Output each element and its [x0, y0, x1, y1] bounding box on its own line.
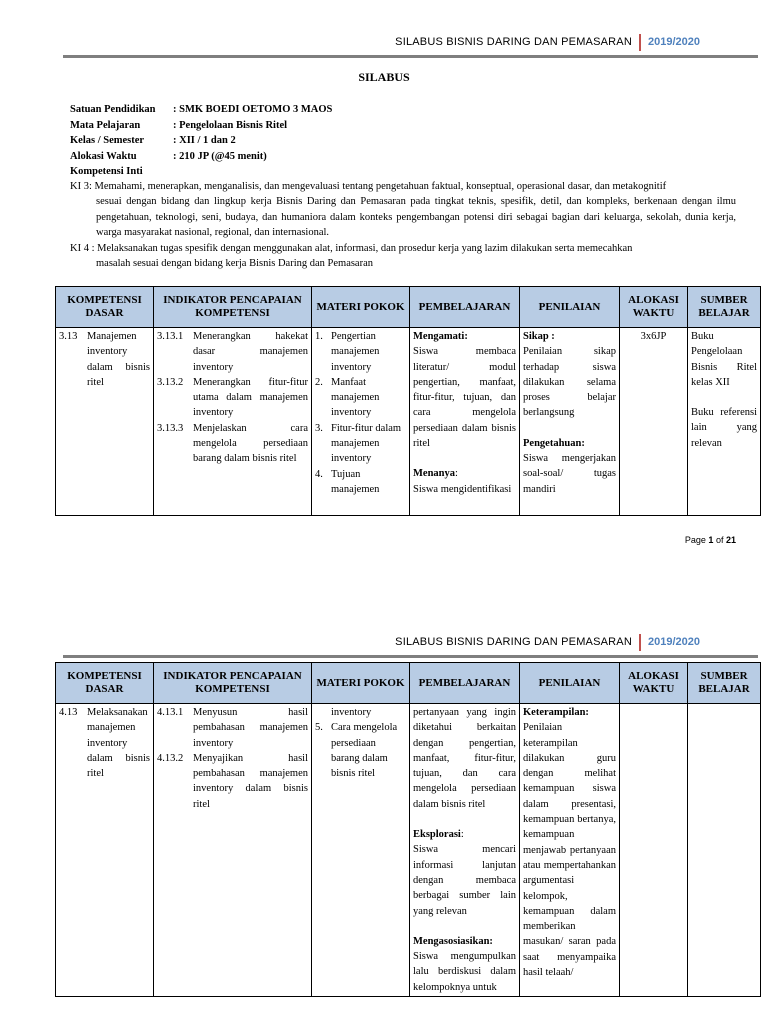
kd-cell: 4.13 Melaksanakan manajemen inventory dalam bisnis ritel: [56, 704, 154, 997]
pembelajaran-cell: Mengamati: Siswa membaca literatur/ modul pengertian, manfaat, fitur-fitur, tujuan, dan cara mengelola persediaan dalam bisnis ritel Menanya: Siswa mengidentifikasi: [410, 328, 520, 516]
page-2: [0, 600, 768, 1024]
materi-cell: inventory 5. Cara mengelola persediaan barang dalam bisnis ritel: [312, 704, 410, 997]
materi-cell: 1. Pengertian manajemen inventory 2. Manfaat manajemen inventory 3. Fitur-fitur dalam manajemen inventory 4. Tujuan manajemen: [312, 328, 410, 516]
table-header-row: [56, 287, 761, 328]
page-number: Page 1 of 21: [684, 535, 736, 545]
info-block: [70, 102, 332, 180]
col-header: MATERI POKOK: [312, 287, 410, 328]
info-row: Mata Pelajaran : Pengelolaan Bisnis Ritel: [70, 119, 288, 131]
ki3-paragraph: [70, 179, 736, 240]
col-header: INDIKATOR PENCAPAIAN KOMPETENSI: [154, 287, 312, 328]
info-row: Kelas / Semester : XII / 1 dan 2: [70, 135, 236, 146]
penilaian-cell: Sikap : Penilaian sikap terhadap siswa dilakukan selama proses belajar berlangsung Pengetahuan: Siswa mengerjakan soal-soal/ tugas mandiri: [520, 328, 620, 516]
indikator-cell: 4.13.1 Menyusun hasil pembahasan manajemen inventory 4.13.2 Menyajikan hasil pembahasan manajemen inventory dalam bisnis ritel: [154, 704, 312, 997]
page-header: [395, 634, 704, 651]
document-title: SILABUS: [358, 70, 410, 84]
col-header: PENILAIAN: [520, 663, 620, 704]
header-title: SILABUS BISNIS DARING DAN PEMASARAN: [395, 36, 632, 48]
table-row: [56, 704, 761, 997]
indikator-cell: 3.13.1 Menerangkan hakekat dasar manajemen inventory 3.13.2 Menerangkan fitur-fitur utama dalam manajemen inventory 3.13.3 Menjelaskan cara mengelola persediaan barang dalam bisnis ritel: [154, 328, 312, 516]
pembelajaran-cell: pertanyaan yang ingin diketahui berkaitan dengan pengertian, manfaat, fitur-fitur, tujuan, dan cara mengelola persediaan dalam bisnis ritel Eksplorasi: Siswa mencari informasi lanjutan dengan membaca berbagai sumber lain yang relevan Mengasosiasikan: Siswa mengumpulkan lalu berdiskusi dalam kelompoknya untuk: [410, 704, 520, 997]
syllabus-table-page-1: [55, 286, 761, 516]
ki3-lead: KI 3: Memahami, menerapkan, menganalisis, dan mengevaluasi tentang pengetahuan faktual, konseptual, operasional dasar, dan metakognitif: [70, 181, 667, 192]
syllabus-table-page-2: [55, 662, 761, 997]
kd-cell: 3.13 Manajemen inventory dalam bisnis ritel: [56, 328, 154, 516]
alokasi-cell: [620, 704, 688, 997]
sumber-cell: Buku Pengelolaan Bisnis Ritel kelas XII Buku referensi lain yang relevan: [688, 328, 761, 516]
penilaian-cell: Keterampilan: Penilaian keterampilan dilakukan guru dengan melihat kemampuan siswa dalam presentasi, kemampuan bertanya, kemampuan menjawab pertanyaan atau mempertahankan argumentasi kelompok, kemampuan dalam memberikan masukan/ saran pada saat menyampaika hasil telaah/: [520, 704, 620, 997]
col-header: KOMPETENSI DASAR: [56, 287, 154, 328]
sumber-cell: [688, 704, 761, 997]
col-header: PEMBELAJARAN: [410, 287, 520, 328]
col-header: INDIKATOR PENCAPAIAN KOMPETENSI: [154, 663, 312, 704]
header-title: SILABUS BISNIS DARING DAN PEMASARAN: [395, 636, 632, 648]
info-row: Satuan Pendidikan : SMK BOEDI OETOMO 3 MAOS: [70, 104, 333, 115]
page-header: [395, 34, 704, 51]
header-rule: [63, 655, 758, 658]
ki4-body: masalah sesuai dengan bidang kerja Bisnis Daring dan Pemasaran: [96, 258, 374, 270]
col-header: SUMBER BELAJAR: [688, 663, 761, 704]
col-header: ALOKASI WAKTU: [620, 287, 688, 328]
col-header: ALOKASI WAKTU: [620, 663, 688, 704]
ki4-paragraph: [70, 241, 736, 272]
ki4-lead: KI 4 : Melaksanakan tugas spesifik dengan menggunakan alat, informasi, dan prosedur kerja yang lazim dilakukan serta memecahkan: [70, 243, 633, 254]
ki-heading: Kompetensi Inti: [70, 166, 143, 177]
col-header: MATERI POKOK: [312, 663, 410, 704]
table-header-row: [56, 663, 761, 704]
header-year: 2019/2020: [639, 634, 704, 651]
col-header: PEMBELAJARAN: [410, 663, 520, 704]
info-row: Alokasi Waktu : 210 JP (@45 menit): [70, 150, 267, 162]
header-rule: [63, 55, 758, 58]
alokasi-cell: 3x6JP: [620, 328, 688, 516]
header-year: 2019/2020: [639, 34, 704, 51]
col-header: KOMPETENSI DASAR: [56, 663, 154, 704]
ki3-body: sesuai dengan bidang dan lingkup kerja Bisnis Daring dan Pemasaran pada tingkat teknis, spesifik, detil, dan kompleks, berkenaan dengan ilmu pengetahuan, teknologi, seni, budaya, dan humaniora dalam konteks pengembangan potensi diri sebagai bagian dari keluarga, sekolah, dunia kerja, warga masyarakat nasional, regional, dan internasional.: [96, 196, 736, 238]
col-header: SUMBER BELAJAR: [688, 287, 761, 328]
table-row: [56, 328, 761, 516]
col-header: PENILAIAN: [520, 287, 620, 328]
